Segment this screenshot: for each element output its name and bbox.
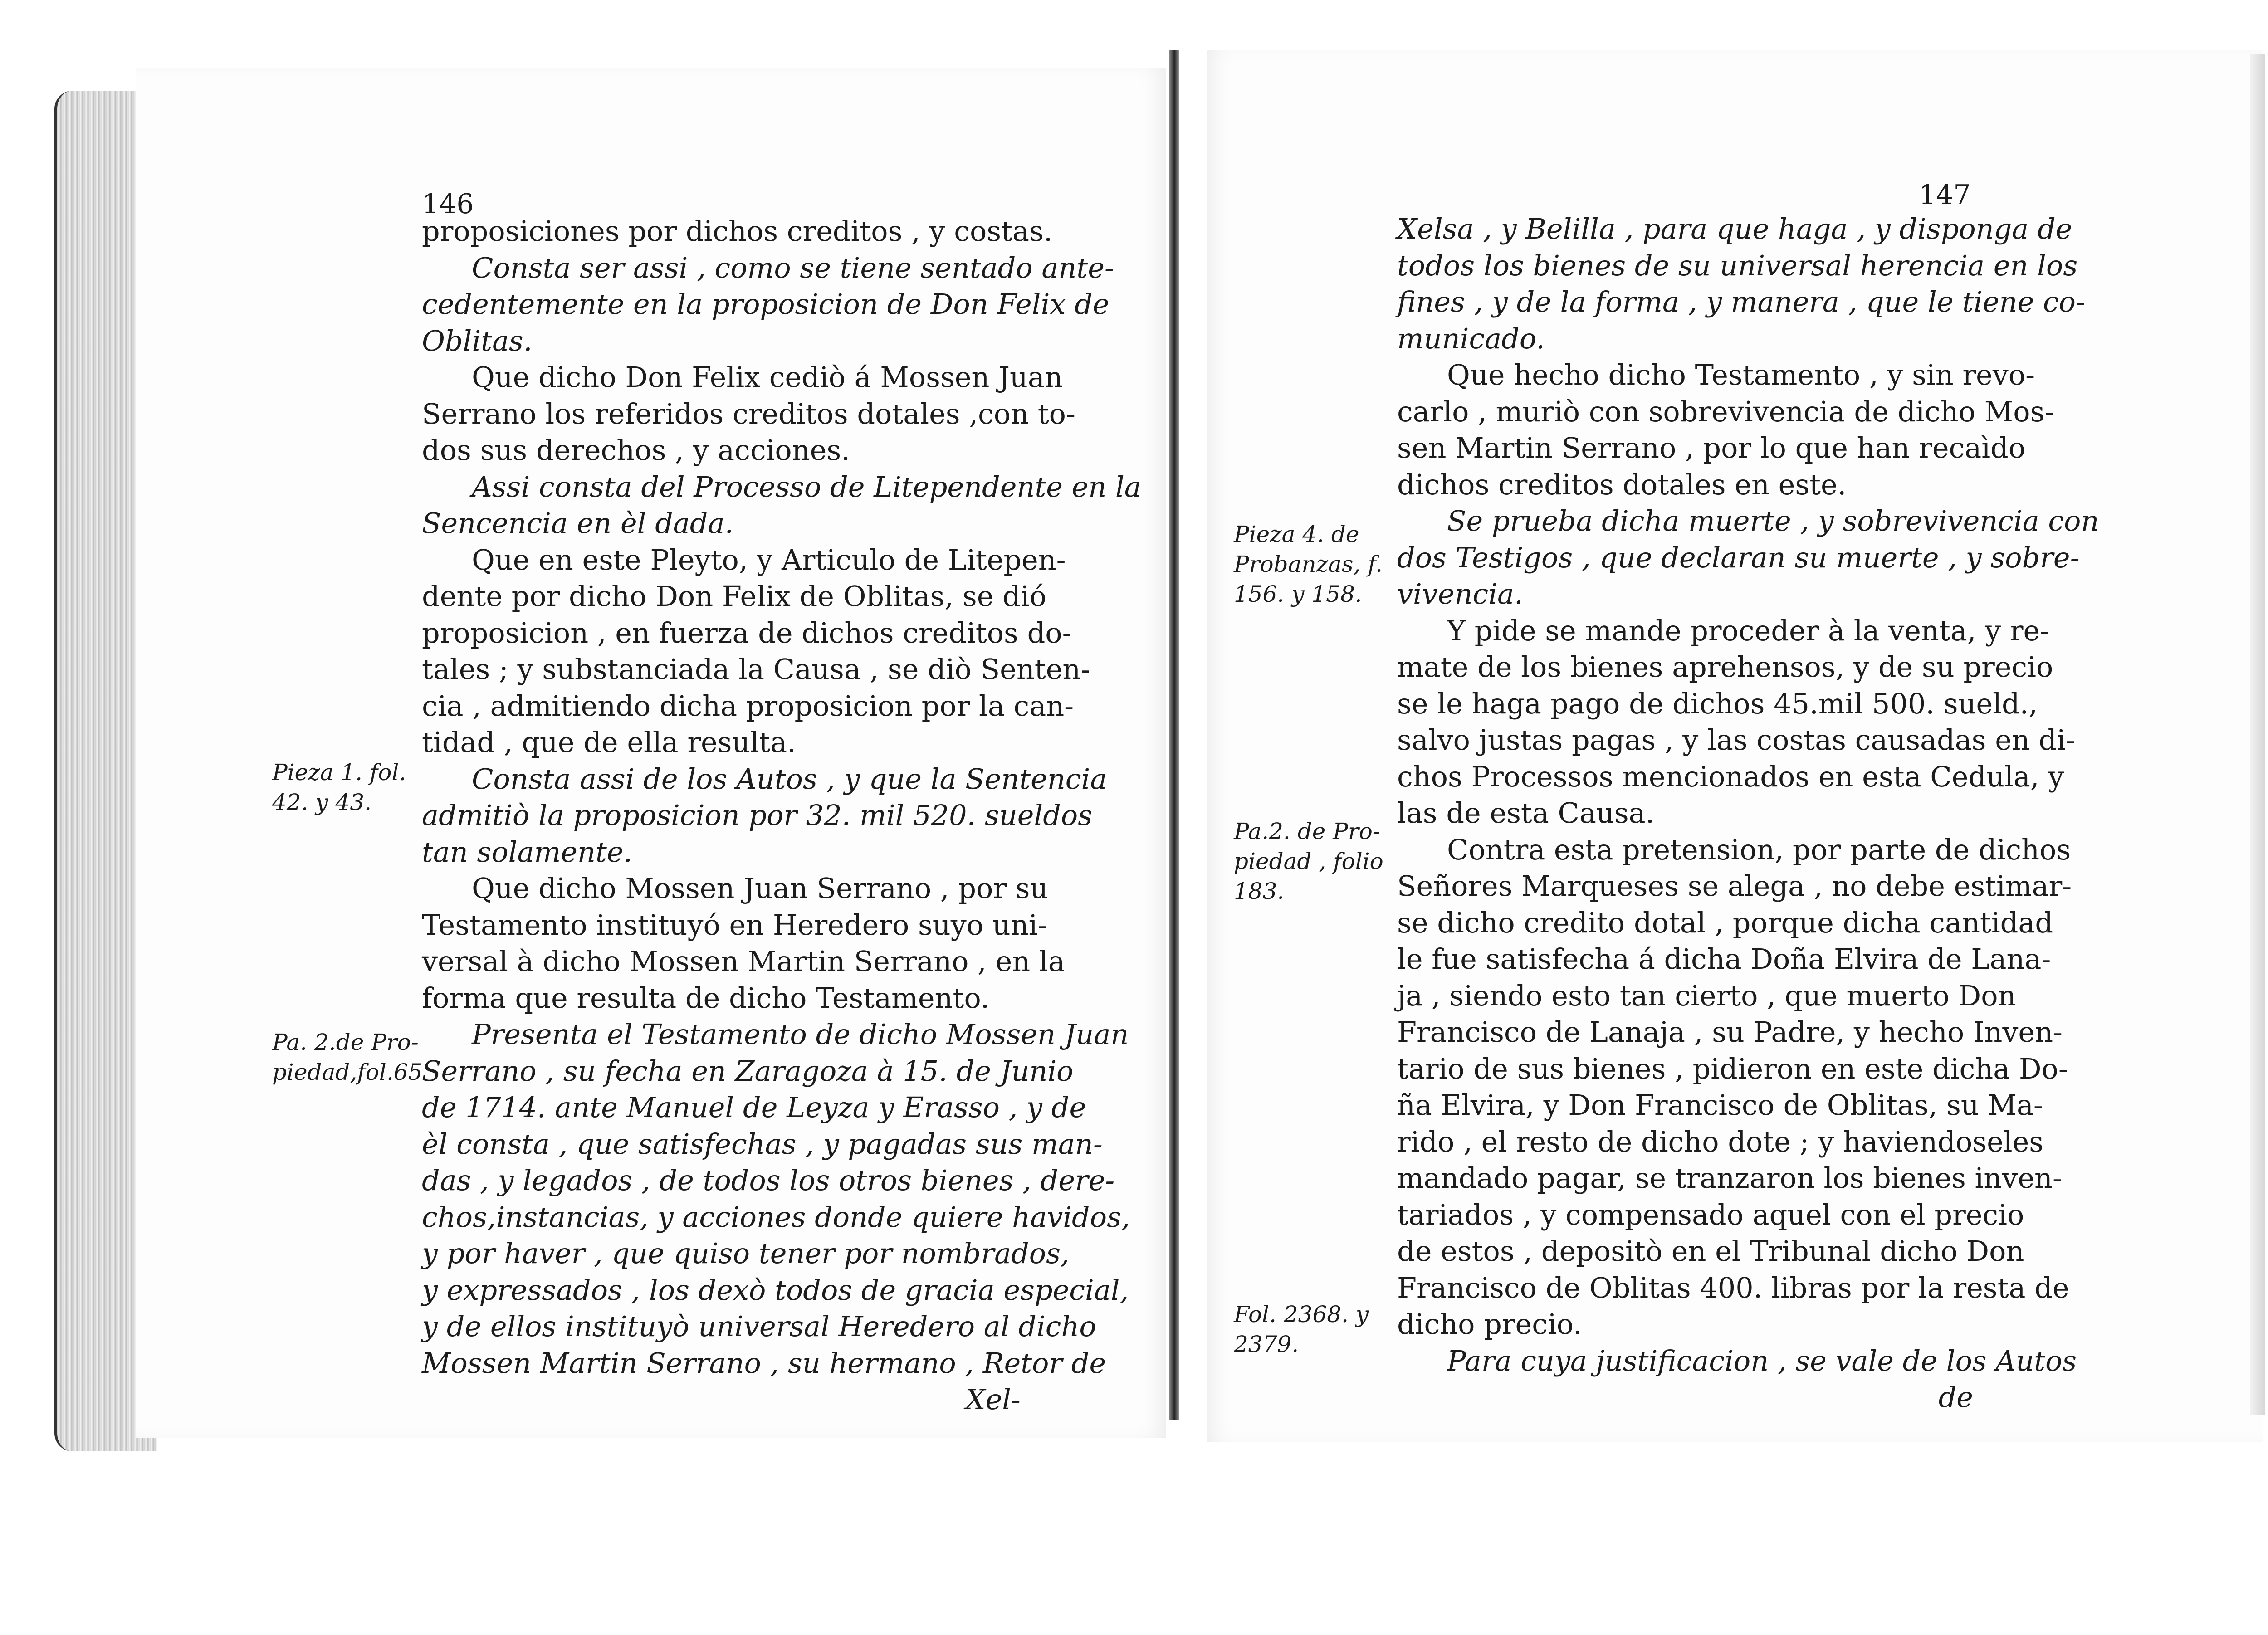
margin-note: [272, 1027, 422, 1087]
text-line: proposicion , en fuerza de dichos creditos do-: [422, 616, 1072, 649]
text-line: Francisco de Oblitas 400. libras por la resta de: [1397, 1271, 2069, 1304]
text-line: y por haver , que quiso tener por nombrados,: [422, 1237, 1070, 1270]
text-line: sen Martin Serrano , por lo que han recaìdo: [1397, 431, 2026, 464]
text-line: Serrano los referidos creditos dotales ,con to-: [422, 397, 1075, 430]
text-line: rido , el resto de dicho dote ; y haviendoseles: [1397, 1125, 2044, 1158]
text-line: Xelsa , y Belilla , para que haga , y disponga de: [1397, 212, 2072, 245]
left-page-text: [422, 213, 1141, 1418]
text-line: dos sus derechos , y acciones.: [422, 434, 850, 467]
text-line: chos,instancias, y acciones donde quiere havidos,: [422, 1200, 1130, 1234]
margin-note-line: piedad,fol.65: [272, 1059, 423, 1085]
text-line: Mossen Martin Serrano , su hermano , Retor de: [422, 1346, 1106, 1380]
margin-note-line: Probanzas, f.: [1234, 551, 1383, 577]
margin-note-line: Fol. 2368. y: [1234, 1301, 1369, 1328]
text-line: Francisco de Lanaja , su Padre, y hecho Inven-: [1397, 1015, 2063, 1049]
text-line: Xel-: [965, 1383, 1021, 1416]
text-line: de estos , depositò en el Tribunal dicho Don: [1397, 1235, 2024, 1268]
text-line: Contra esta pretension, por parte de dichos: [1447, 833, 2071, 866]
book-gutter: [1169, 50, 1179, 1420]
text-line: ja , siendo esto tan cierto , que muerto Don: [1397, 979, 2016, 1012]
margin-note-line: Pieza 1. fol.: [272, 759, 406, 786]
margin-note-line: Pa. 2.de Pro-: [272, 1029, 419, 1055]
right-page-number: 147: [1919, 179, 1971, 211]
margin-note: [272, 757, 406, 817]
text-line: admitiò la proposicion por 32. mil 520. sueldos: [422, 799, 1093, 832]
text-line: Que en este Pleyto, y Articulo de Litepen-: [472, 543, 1066, 576]
text-line: dos Testigos , que declaran su muerte , y sobre-: [1397, 541, 2080, 574]
text-line: las de esta Causa.: [1397, 796, 1655, 830]
text-line: y de ellos instituyò universal Heredero al dicho: [422, 1310, 1096, 1343]
text-line: ña Elvira, y Don Francisco de Oblitas, su Ma-: [1397, 1088, 2043, 1122]
text-line: cedentemente en la proposicion de Don Felix de: [422, 288, 1110, 321]
text-line: cia , admitiendo dicha proposicion por la can-: [422, 689, 1074, 722]
text-line: Consta assi de los Autos , y que la Sentencia: [472, 762, 1107, 796]
text-line: Y pide se mande proceder à la venta, y re-: [1447, 614, 2050, 647]
text-line: carlo , muriò con sobrevivencia de dicho Mos-: [1397, 395, 2054, 428]
text-line: le fue satisfecha á dicha Doña Elvira de Lana-: [1397, 942, 2051, 976]
text-line: das , y legados , de todos los otros bienes , dere-: [422, 1164, 1115, 1197]
margin-note: [1234, 1299, 1369, 1359]
text-line: todos los bienes de su universal herencia en los: [1397, 249, 2078, 282]
text-line: fines , y de la forma , y manera , que le tiene co-: [1397, 285, 2085, 318]
text-line: Presenta el Testamento de dicho Mossen Juan: [472, 1018, 1129, 1051]
text-line: de: [1938, 1381, 1973, 1414]
text-line: dicho precio.: [1397, 1308, 1582, 1341]
text-line: y expressados , los dexò todos de gracia especial,: [422, 1273, 1129, 1307]
text-line: tariados , y compensado aquel con el precio: [1397, 1198, 2024, 1231]
text-line: mate de los bienes aprehensos, y de su precio: [1397, 650, 2053, 683]
text-line: chos Processos mencionados en esta Cedula, y: [1397, 760, 2064, 793]
text-line: Assi consta del Processo de Litependente en la: [472, 470, 1141, 503]
text-line: proposiciones por dichos creditos , y costas.: [422, 215, 1053, 248]
text-line: tan solamente.: [422, 835, 633, 869]
text-line: Que dicho Don Felix cediò á Mossen Juan: [472, 361, 1063, 394]
text-line: Consta ser assi , como se tiene sentado ante-: [472, 251, 1114, 284]
text-line: municado.: [1397, 322, 1545, 355]
text-line: se le haga pago de dichos 45.mil 500. sueld.,: [1397, 687, 2038, 720]
margin-note-line: piedad , folio: [1234, 848, 1383, 874]
text-line: salvo justas pagas , y las costas causadas en di-: [1397, 723, 2075, 756]
margin-note-line: Pieza 4. de: [1234, 521, 1359, 547]
margin-note-line: 183.: [1234, 878, 1285, 904]
text-line: de 1714. ante Manuel de Leyza y Erasso , y de: [422, 1091, 1086, 1124]
text-line: Oblitas.: [422, 324, 533, 357]
right-page-text: [1397, 211, 2099, 1416]
text-line: forma que resulta de dicho Testamento.: [422, 981, 990, 1015]
text-line: Que dicho Mossen Juan Serrano , por su: [472, 872, 1048, 905]
text-line: versal à dicho Mossen Martin Serrano , en la: [422, 945, 1065, 978]
text-line: tales ; y substanciada la Causa , se diò Senten-: [422, 653, 1090, 686]
text-line: se dicho credito dotal , porque dicha cantidad: [1397, 906, 2053, 939]
text-line: Se prueba dicha muerte , y sobrevivencia con: [1447, 504, 2099, 537]
text-line: dichos creditos dotales en este.: [1397, 468, 1847, 501]
margin-note-line: 42. y 43.: [272, 789, 372, 815]
margin-note: [1234, 519, 1383, 609]
text-line: Serrano , su fecha en Zaragoza à 15. de Junio: [422, 1054, 1074, 1088]
margin-note-line: 156. y 158.: [1234, 581, 1362, 607]
text-line: Testamento instituyó en Heredero suyo uni-: [422, 908, 1047, 942]
text-line: tidad , que de ella resulta.: [422, 726, 796, 759]
text-line: èl consta , que satisfechas , y pagadas sus man-: [422, 1127, 1103, 1161]
text-line: Para cuya justificacion , se vale de los Autos: [1447, 1344, 2077, 1377]
text-line: vivencia.: [1397, 577, 1523, 610]
right-page-edge: [2250, 54, 2265, 1415]
text-line: Sencencia en èl dada.: [422, 507, 734, 540]
margin-note-line: Pa.2. de Pro-: [1234, 818, 1380, 844]
margin-note: [1234, 816, 1383, 906]
text-line: Señores Marqueses se alega , no debe estimar-: [1397, 869, 2072, 903]
margin-note-line: 2379.: [1234, 1331, 1299, 1357]
text-line: dente por dicho Don Felix de Oblitas, se dió: [422, 580, 1046, 613]
left-page-number: 146: [422, 188, 474, 220]
text-line: Que hecho dicho Testamento , y sin revo-: [1447, 358, 2035, 391]
text-line: mandado pagar, se tranzaron los bienes inven-: [1397, 1162, 2062, 1195]
text-line: tario de sus bienes , pidieron en este dicha Do-: [1397, 1052, 2068, 1085]
